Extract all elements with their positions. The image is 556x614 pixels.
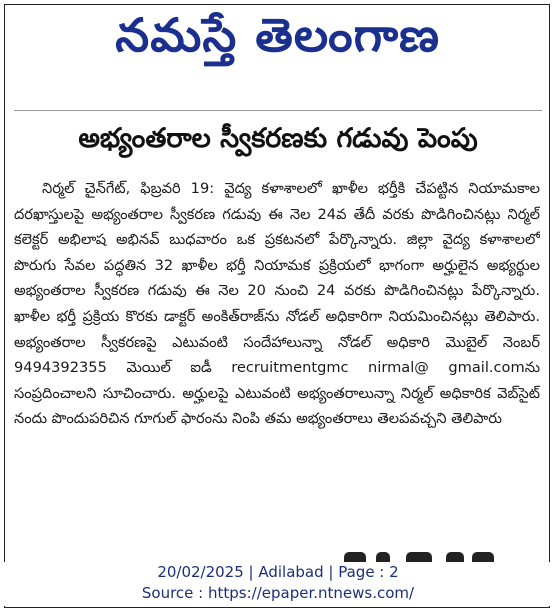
- source-link[interactable]: Source : https://epaper.ntnews.com/: [141, 584, 415, 602]
- article-headline: [8, 120, 548, 164]
- clipped-glyph: [446, 552, 464, 562]
- clipped-glyph: [406, 552, 432, 562]
- clipped-glyph: [344, 552, 366, 562]
- clipped-glyph: [376, 552, 390, 562]
- article-paragraph: నిర్మల్ చైన్‌గేట్, ఫిబ్రవరి 19: వైద్య కళాశాలలో ఖాళీల భర్తీకి చేపట్టిన నియామకాల దరఖాస్తులపై అభ్యంతరాల స్వీకరణ గడువు ఈ నెల 24వ తేదీ వరకు పొడిగించినట్లు నిర్మల్ కలెక్టర్ అభిలాష అభినవ్ బుధవారం ఒక ప్రకటనలో పేర్కొన్నారు. జిల్లా వైద్య కళాశాలలో పొరుగు సేవల పద్ధతిన 32 ఖాళీల భర్తీ నియామక ప్రక్రియలో భాగంగా అర్హులైన అభ్యర్థుల అభ్యంతరాల స్వీకరణ గడువు ఈ నెల 20 నుంచి 24 వరకు పొడిగించినట్లు పేర్కొన్నారు. ఖాళీల భర్తీ ప్రక్రియ కొరకు డాక్టర్ అంకిత్‌రాజ్‌ను నోడల్ అధికారిగా నియమించినట్లు తెలిపారు. అభ్యంతరాల స్వీకరణపై ఎటువంటి సందేహాలున్నా నోడల్ అధికారి మొబైల్ నెంబర్ 9494392355 మెయిల్ ఐడీ recruitmentgmc nirmal@ gmail.comను సంప్రదించాలని సూచించారు. అర్హులపై ఎటువంటి అభ్యంతరాలున్నా నిర్మల్ అధికారిక వెబ్‌సైట్ నందు పొందుపరిచిన గూగుల్ ఫారంను నింపి తమ అభ్యంతరాలు తెలపవచ్చని తెలిపారు: [14, 180, 540, 428]
- masthead-title: నమస్తే తెలంగాణ: [115, 8, 441, 62]
- clipped-next-article: [14, 552, 540, 562]
- newspaper-masthead: [0, 6, 556, 76]
- headline-text: అభ్యంతరాల స్వీకరణకు గడువు పెంపు: [78, 123, 478, 154]
- article-body: [14, 176, 540, 554]
- edition-info: 20/02/2025 | Adilabad | Page : 2: [157, 563, 399, 581]
- footer: [0, 562, 556, 606]
- masthead-divider: [14, 110, 542, 111]
- clipped-glyph: [472, 552, 494, 562]
